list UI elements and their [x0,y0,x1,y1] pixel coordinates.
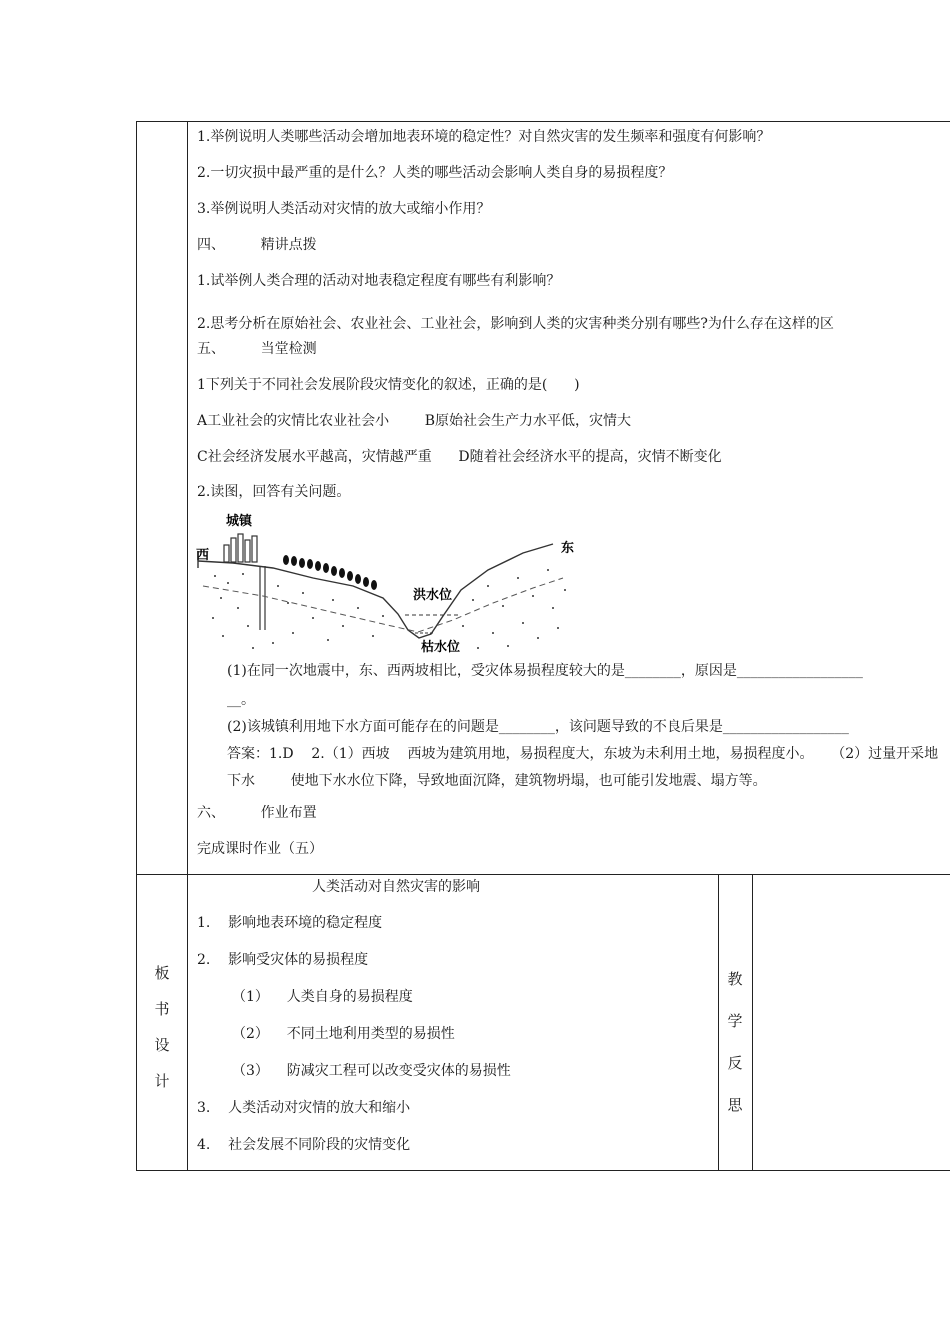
board-label-char-2: 书 [154,1000,170,1018]
label-west: 西 [196,548,210,563]
option-ab: A工业社会的灾情比农业社会小 B原始社会生产力水平低，灾情大 [197,413,631,429]
reflect-label-char-1: 教 [727,970,743,988]
board-label-char-1: 板 [154,964,170,982]
answer-line-1: 答案：1.D 2.（1）西坡 西坡为建筑用地，易损程度大，东坡为未利用土地，易损程度小。 （2）过量开采地 [227,746,939,762]
board-item-4: 4. 社会发展不同阶段的灾情变化 [197,1137,411,1153]
question-line-1: 1.举例说明人类哪些活动会增加地表环境的稳定性？对自然灾害的发生频率和强度有何影响？ [197,129,771,145]
option-cd: C社会经济发展水平越高，灾情越严重 D随着社会经济水平的提高，灾情不断变化 [197,449,722,465]
homework-text: 完成课时作业（五） [197,841,323,857]
terrain-cross-section-diagram [193,508,588,655]
table-column-divider [187,121,188,1171]
pointer-line-2: 2.思考分析在原始社会、农业社会、工业社会，影响到人类的灾害种类分别有哪些?为什么存在这样的区 [197,316,834,332]
sub-question-1-tail: __。 [227,692,255,708]
board-subitem-1: （1） 人类自身的易损程度 [232,989,413,1005]
reflect-label-char-3: 反 [727,1054,743,1072]
board-subitem-2: （2） 不同土地利用类型的易损性 [232,1026,455,1042]
board-label-char-4: 计 [154,1072,170,1090]
board-item-3: 3. 人类活动对灾情的放大和缩小 [197,1100,411,1116]
table-border-top [136,121,950,122]
reflect-divider-left [718,874,719,1171]
table-border-mid [136,874,950,875]
board-subitem-3: （3） 防减灾工程可以改变受灾体的易损性 [232,1063,511,1079]
sub-question-1: (1)在同一次地震中，东、西两坡相比，受灾体易损程度较大的是________，原因是__________________ [227,663,863,679]
board-title: 人类活动对自然灾害的影响 [312,879,480,895]
reflect-divider-right [752,874,753,1171]
section-heading-4: 四、 精讲点拨 [197,237,317,253]
board-item-2: 2. 影响受灾体的易损程度 [197,952,369,968]
table-border-left [136,121,137,1171]
label-dry-level: 枯水位 [421,640,461,655]
question-line-3: 3.举例说明人类活动对灾情的放大或缩小作用？ [197,201,491,217]
section-heading-6: 六、 作业布置 [197,805,317,821]
label-flood-level: 洪水位 [413,588,453,603]
board-item-1: 1. 影响地表环境的稳定程度 [197,915,383,931]
reflect-label-char-4: 思 [727,1096,743,1114]
reflect-label-char-2: 学 [727,1012,743,1030]
answer-line-2: 下水 使地下水水位下降，导致地面沉降，建筑物坍塌，也可能引发地震、塌方等。 [227,773,767,789]
board-label-char-3: 设 [154,1036,170,1054]
pointer-line-1: 1.试举例人类合理的活动对地表稳定程度有哪些有利影响？ [197,273,561,289]
test-question-2: 2.读图，回答有关问题。 [197,484,351,500]
sub-question-2: (2)该城镇利用地下水方面可能存在的问题是________，该问题导致的不良后果是__________________ [227,719,849,735]
test-question-1: 1下列关于不同社会发展阶段灾情变化的叙述，正确的是( ) [197,377,580,393]
label-town: 城镇 [226,514,253,529]
table-border-bottom [136,1170,950,1171]
section-heading-5: 五、 当堂检测 [197,341,317,357]
label-east: 东 [561,541,575,556]
question-line-2: 2.一切灾损中最严重的是什么？人类的哪些活动会影响人类自身的易损程度？ [197,165,673,181]
